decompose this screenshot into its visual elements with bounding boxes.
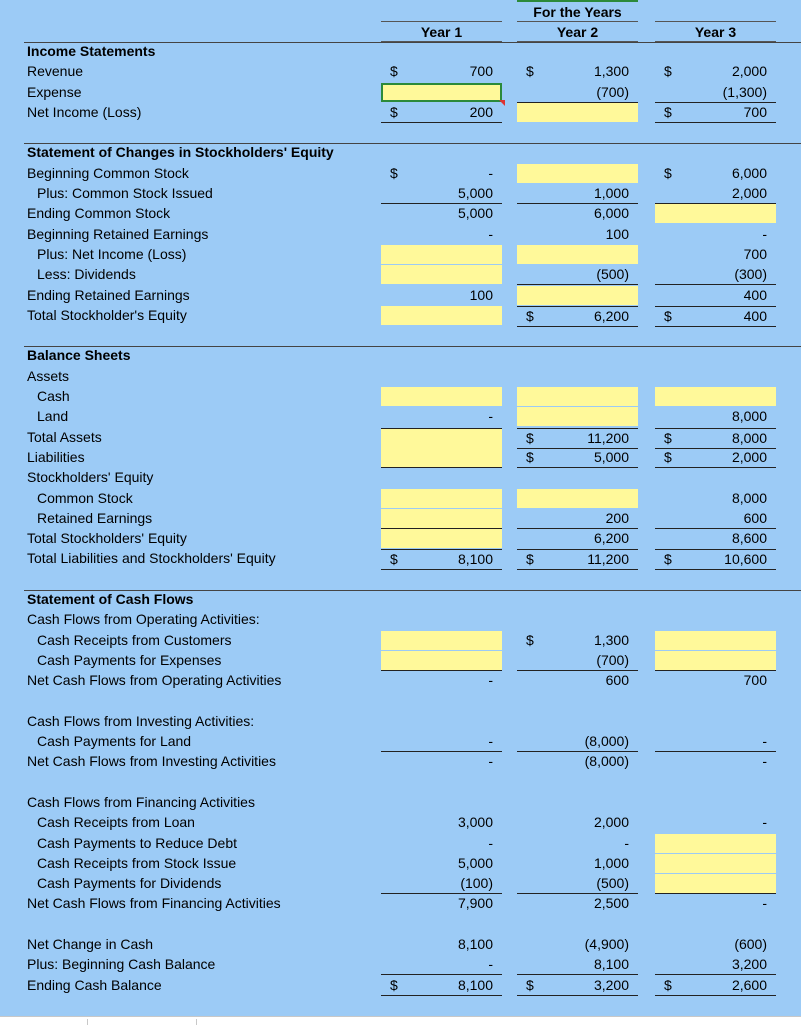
table-row	[0, 42, 801, 62]
table-row	[0, 143, 801, 163]
value-cell[interactable]	[381, 752, 502, 771]
table-row	[0, 407, 801, 427]
dollar-sign: $	[664, 307, 672, 324]
table-row	[0, 489, 801, 509]
row-label: Total Assets	[27, 428, 102, 445]
value-cell[interactable]	[517, 509, 638, 529]
row-label: Ending Common Stock	[27, 205, 171, 222]
cell-value: 600	[605, 672, 629, 689]
input-cell[interactable]	[517, 387, 638, 406]
row-label: Cash Flows from Financing Activities	[27, 793, 255, 810]
value-cell[interactable]	[381, 103, 502, 123]
header-rule	[517, 21, 638, 22]
row-label: Land	[37, 408, 69, 425]
dollar-sign: $	[664, 164, 672, 181]
cell-value: 5,000	[457, 854, 493, 871]
cell-value: 700	[469, 63, 493, 80]
spacer-row	[0, 773, 801, 793]
row-label: Common Stock	[37, 489, 133, 506]
value-cell[interactable]	[517, 204, 638, 223]
table-row	[0, 874, 801, 894]
cell-value: 600	[743, 509, 767, 526]
value-cell[interactable]	[655, 549, 776, 570]
value-cell[interactable]	[381, 164, 502, 183]
value-cell[interactable]	[517, 631, 638, 650]
tab-divider	[196, 1019, 197, 1025]
cell-value: 8,100	[457, 551, 493, 568]
cell-value: 2,600	[731, 976, 767, 993]
value-cell[interactable]	[517, 529, 638, 548]
table-row	[0, 448, 801, 468]
table-row	[0, 265, 801, 285]
value-cell[interactable]	[517, 874, 638, 894]
cell-value: 2,000	[731, 185, 767, 202]
cell-value: (8,000)	[584, 733, 629, 750]
table-row	[0, 225, 801, 245]
table-row	[0, 671, 801, 691]
cell-value: 2,000	[593, 814, 629, 831]
header-rule	[655, 21, 776, 22]
table-row	[0, 184, 801, 204]
value-cell[interactable]	[517, 428, 638, 449]
cell-value: 3,200	[593, 976, 629, 993]
row-label: Cash Receipts from Customers	[37, 631, 232, 648]
cell-value: (500)	[596, 875, 629, 892]
row-label: Net Change in Cash	[27, 936, 154, 953]
cell-value: -	[488, 408, 493, 425]
cell-value: -	[762, 814, 767, 831]
spacer-row	[0, 915, 801, 935]
row-label: Cash Flows from Operating Activities:	[27, 611, 260, 628]
value-cell[interactable]	[517, 549, 638, 570]
row-label: Cash Payments to Reduce Debt	[37, 834, 237, 851]
cell-value: 5,000	[457, 185, 493, 202]
row-label: Total Liabilities and Stockholders' Equity	[27, 550, 276, 567]
input-cell[interactable]	[655, 387, 776, 406]
input-cell[interactable]	[381, 428, 502, 449]
value-cell[interactable]	[517, 306, 638, 327]
cell-value: -	[762, 733, 767, 750]
table-row	[0, 204, 801, 224]
value-cell[interactable]	[655, 306, 776, 327]
row-label: Cash Payments for Expenses	[37, 651, 222, 668]
section-rule	[24, 42, 801, 43]
dollar-sign: $	[526, 976, 534, 993]
cell-value: 1,000	[593, 854, 629, 871]
value-cell[interactable]	[655, 732, 776, 752]
value-cell[interactable]	[517, 935, 638, 954]
row-label: Beginning Retained Earnings	[27, 225, 209, 242]
input-cell[interactable]	[517, 286, 638, 305]
row-label: Net Cash Flows from Operating Activities	[27, 672, 282, 689]
cell-value: 2,000	[731, 448, 767, 465]
cell-value: 400	[743, 307, 767, 324]
cell-value: 8,000	[731, 489, 767, 506]
row-label: Less: Dividends	[37, 266, 136, 283]
dollar-sign: $	[390, 976, 398, 993]
value-cell[interactable]	[381, 184, 502, 204]
cell-value: 400	[743, 286, 767, 303]
input-cell[interactable]	[381, 306, 502, 325]
year1-header: Year 1	[420, 24, 463, 40]
table-row	[0, 367, 801, 387]
value-cell[interactable]	[381, 813, 502, 832]
input-cell[interactable]	[381, 631, 502, 650]
table-row	[0, 935, 801, 955]
value-cell[interactable]	[517, 894, 638, 913]
value-cell[interactable]	[381, 955, 502, 975]
dollar-sign: $	[526, 63, 534, 80]
year2-header: Year 2	[556, 24, 599, 40]
input-cell[interactable]	[517, 407, 638, 426]
value-cell[interactable]	[655, 407, 776, 426]
table-row	[0, 549, 801, 569]
table-row	[0, 62, 801, 82]
value-cell[interactable]	[655, 976, 776, 996]
cell-value: (700)	[596, 83, 629, 100]
section-rule	[24, 346, 801, 347]
value-cell[interactable]	[517, 813, 638, 832]
value-cell[interactable]	[655, 813, 776, 832]
value-cell[interactable]	[517, 854, 638, 873]
value-cell[interactable]	[517, 184, 638, 204]
table-row	[0, 955, 801, 975]
table-row	[0, 245, 801, 265]
cell-value: (700)	[596, 651, 629, 668]
row-label: Cash Receipts from Loan	[37, 814, 195, 831]
row-label: Net Cash Flows from Financing Activities	[27, 895, 281, 912]
table-row	[0, 529, 801, 549]
value-cell[interactable]	[655, 184, 776, 204]
row-label: Cash Receipts from Stock Issue	[37, 854, 237, 871]
input-cell[interactable]	[381, 509, 502, 529]
table-row	[0, 651, 801, 671]
input-cell[interactable]	[517, 103, 638, 122]
input-cell[interactable]	[381, 448, 502, 468]
cell-value: 8,100	[457, 976, 493, 993]
table-row	[0, 793, 801, 813]
spacer-row	[0, 570, 801, 590]
section-title: Statement of Changes in Stockholders' Equity	[27, 144, 334, 161]
value-cell[interactable]	[655, 83, 776, 103]
input-cell[interactable]	[517, 245, 638, 264]
input-cell[interactable]	[381, 83, 502, 102]
value-cell[interactable]	[381, 894, 502, 913]
cell-value: 8,000	[731, 429, 767, 446]
cell-value: 5,000	[457, 205, 493, 222]
value-cell[interactable]	[381, 834, 502, 853]
value-cell[interactable]	[381, 549, 502, 570]
table-row	[0, 732, 801, 752]
cell-value: 700	[743, 245, 767, 262]
section-title: Income Statements	[27, 43, 156, 59]
value-cell[interactable]	[381, 935, 502, 954]
row-label: Cash Payments for Land	[37, 733, 192, 750]
cell-value: 100	[605, 225, 629, 242]
cell-value: 5,000	[593, 448, 629, 465]
value-cell[interactable]	[517, 62, 638, 81]
dollar-sign: $	[390, 63, 398, 80]
table-row	[0, 712, 801, 732]
value-cell[interactable]	[655, 62, 776, 81]
value-cell[interactable]	[655, 752, 776, 771]
cell-value: -	[488, 225, 493, 242]
row-label: Retained Earnings	[37, 509, 153, 526]
cell-value: -	[488, 956, 493, 973]
cell-value: -	[488, 753, 493, 770]
cell-value: -	[488, 733, 493, 750]
cell-value: 6,000	[731, 164, 767, 181]
table-row	[0, 346, 801, 366]
column-header-row	[0, 0, 801, 40]
value-cell[interactable]	[517, 83, 638, 103]
value-cell[interactable]	[517, 955, 638, 975]
row-label: Ending Retained Earnings	[27, 286, 190, 303]
input-cell[interactable]	[381, 387, 502, 406]
cell-value: 6,200	[593, 307, 629, 324]
cell-value: -	[488, 164, 493, 181]
cell-value: 2,500	[593, 895, 629, 912]
row-label: Stockholders' Equity	[27, 469, 154, 486]
row-label: Net Income (Loss)	[27, 103, 142, 120]
cell-value: -	[624, 834, 629, 851]
row-label: Plus: Beginning Cash Balance	[27, 956, 216, 973]
table-row	[0, 590, 801, 610]
cell-value: 200	[605, 509, 629, 526]
table-row	[0, 976, 801, 996]
header-rule	[381, 21, 502, 22]
input-cell[interactable]	[517, 489, 638, 508]
value-cell[interactable]	[655, 935, 776, 954]
cell-value: 8,600	[731, 530, 767, 547]
cell-value: 6,200	[593, 530, 629, 547]
cell-value: 2,000	[731, 63, 767, 80]
cell-value: (4,900)	[584, 936, 629, 953]
value-cell[interactable]	[517, 225, 638, 244]
value-cell[interactable]	[655, 489, 776, 508]
dollar-sign: $	[526, 448, 534, 465]
table-row	[0, 610, 801, 630]
value-cell[interactable]	[655, 225, 776, 244]
spacer-row	[0, 692, 801, 712]
dollar-sign: $	[526, 631, 534, 648]
input-cell[interactable]	[381, 245, 502, 264]
cell-value: -	[762, 753, 767, 770]
cell-value: (1,300)	[722, 83, 767, 100]
dollar-sign: $	[664, 976, 672, 993]
value-cell[interactable]	[655, 955, 776, 975]
table-row	[0, 813, 801, 833]
row-label: Cash	[37, 388, 70, 405]
cell-value: 10,600	[724, 551, 767, 568]
table-row	[0, 103, 801, 123]
cell-value: 11,200	[587, 429, 629, 446]
input-cell[interactable]	[381, 265, 502, 284]
value-cell[interactable]	[517, 448, 638, 468]
value-cell[interactable]	[517, 651, 638, 671]
row-label: Cash Flows from Investing Activities:	[27, 712, 255, 729]
cell-value: -	[488, 834, 493, 851]
spacer-row	[0, 123, 801, 143]
cell-value: (100)	[460, 875, 493, 892]
value-cell[interactable]	[381, 62, 502, 81]
year3-header: Year 3	[694, 24, 737, 40]
input-cell[interactable]	[517, 164, 638, 183]
dollar-sign: $	[526, 307, 534, 324]
input-cell[interactable]	[381, 489, 502, 508]
cell-value: 700	[743, 672, 767, 689]
cell-value: 8,000	[731, 408, 767, 425]
table-row	[0, 306, 801, 326]
cell-value: 7,900	[457, 895, 493, 912]
cell-value: -	[762, 895, 767, 912]
row-label: Net Cash Flows from Investing Activities	[27, 753, 276, 770]
table-row	[0, 387, 801, 407]
value-cell[interactable]	[517, 752, 638, 771]
cell-value: 100	[469, 286, 493, 303]
row-label: Ending Cash Balance	[27, 976, 162, 993]
section-rule	[24, 590, 801, 591]
value-cell[interactable]	[381, 732, 502, 752]
tab-divider	[87, 1019, 88, 1025]
row-label: Revenue	[27, 63, 84, 80]
dollar-sign: $	[390, 551, 398, 568]
cell-value: 700	[743, 103, 767, 120]
dollar-sign: $	[664, 429, 672, 446]
cell-value: 200	[469, 103, 493, 120]
table-row	[0, 894, 801, 914]
cell-value: (300)	[734, 266, 767, 283]
value-cell[interactable]	[655, 509, 776, 529]
input-cell[interactable]	[381, 651, 502, 671]
value-cell[interactable]	[655, 164, 776, 183]
table-row	[0, 428, 801, 448]
row-label: Plus: Common Stock Issued	[37, 185, 213, 202]
cell-value: 8,100	[593, 956, 629, 973]
cell-value: (8,000)	[584, 753, 629, 770]
cell-value: -	[488, 672, 493, 689]
dollar-sign: $	[526, 551, 534, 568]
dollar-sign: $	[526, 429, 534, 446]
cell-value: 3,200	[731, 956, 767, 973]
row-label: Expense	[27, 83, 82, 100]
dollar-sign: $	[664, 448, 672, 465]
row-label: Total Stockholders' Equity	[27, 530, 187, 547]
value-cell[interactable]	[517, 265, 638, 285]
cell-value: 1,000	[593, 185, 629, 202]
cell-value: (600)	[734, 936, 767, 953]
row-label: Plus: Net Income (Loss)	[37, 245, 187, 262]
value-cell[interactable]	[381, 671, 502, 690]
value-cell[interactable]	[517, 732, 638, 752]
table-row	[0, 286, 801, 306]
value-cell[interactable]	[655, 428, 776, 449]
value-cell[interactable]	[655, 894, 776, 913]
row-label: Cash Payments for Dividends	[37, 875, 222, 892]
table-row	[0, 752, 801, 772]
section-title: Statement of Cash Flows	[27, 591, 194, 608]
cell-value: 8,100	[457, 936, 493, 953]
value-cell[interactable]	[655, 529, 776, 548]
value-cell[interactable]	[381, 204, 502, 223]
input-cell[interactable]	[655, 834, 776, 853]
row-label: Assets	[27, 367, 70, 384]
input-cell[interactable]	[381, 529, 502, 548]
table-row	[0, 468, 801, 488]
table-row	[0, 164, 801, 184]
dollar-sign: $	[390, 164, 398, 181]
cell-value: 3,000	[457, 814, 493, 831]
value-cell[interactable]	[655, 448, 776, 468]
value-cell[interactable]	[381, 225, 502, 244]
row-label: Total Stockholder's Equity	[27, 306, 187, 323]
value-cell[interactable]	[381, 286, 502, 305]
dollar-sign: $	[664, 63, 672, 80]
statement-rows	[0, 42, 801, 996]
value-cell[interactable]	[381, 854, 502, 873]
section-title: Balance Sheets	[27, 347, 131, 364]
cell-value: 6,000	[593, 205, 629, 222]
value-cell[interactable]	[655, 671, 776, 690]
input-cell[interactable]	[655, 854, 776, 873]
section-rule	[24, 143, 801, 144]
input-cell[interactable]	[655, 651, 776, 671]
input-cell[interactable]	[655, 874, 776, 894]
table-row	[0, 854, 801, 874]
input-cell[interactable]	[655, 204, 776, 223]
value-cell[interactable]	[655, 103, 776, 123]
value-cell[interactable]	[655, 286, 776, 305]
table-row	[0, 834, 801, 854]
value-cell[interactable]	[381, 874, 502, 894]
table-row	[0, 509, 801, 529]
value-cell[interactable]	[381, 407, 502, 426]
row-label: Beginning Common Stock	[27, 164, 189, 181]
cell-value: (500)	[596, 266, 629, 283]
value-cell[interactable]	[517, 976, 638, 996]
value-cell[interactable]	[381, 976, 502, 996]
dollar-sign: $	[664, 103, 672, 120]
input-cell[interactable]	[655, 631, 776, 650]
value-cell[interactable]	[655, 265, 776, 285]
table-row	[0, 83, 801, 103]
cell-value: 11,200	[587, 551, 629, 568]
value-cell[interactable]	[517, 834, 638, 853]
group-header: For the Years	[533, 4, 622, 20]
value-cell[interactable]	[517, 671, 638, 690]
dollar-sign: $	[664, 551, 672, 568]
cell-value: 1,300	[593, 63, 629, 80]
value-cell[interactable]	[655, 245, 776, 264]
cell-value: -	[762, 225, 767, 242]
row-label: Liabilities	[27, 448, 85, 465]
dollar-sign: $	[390, 103, 398, 120]
cell-value: 1,300	[593, 631, 629, 648]
top-border-accent	[517, 0, 638, 2]
table-row	[0, 631, 801, 651]
spacer-row	[0, 326, 801, 346]
